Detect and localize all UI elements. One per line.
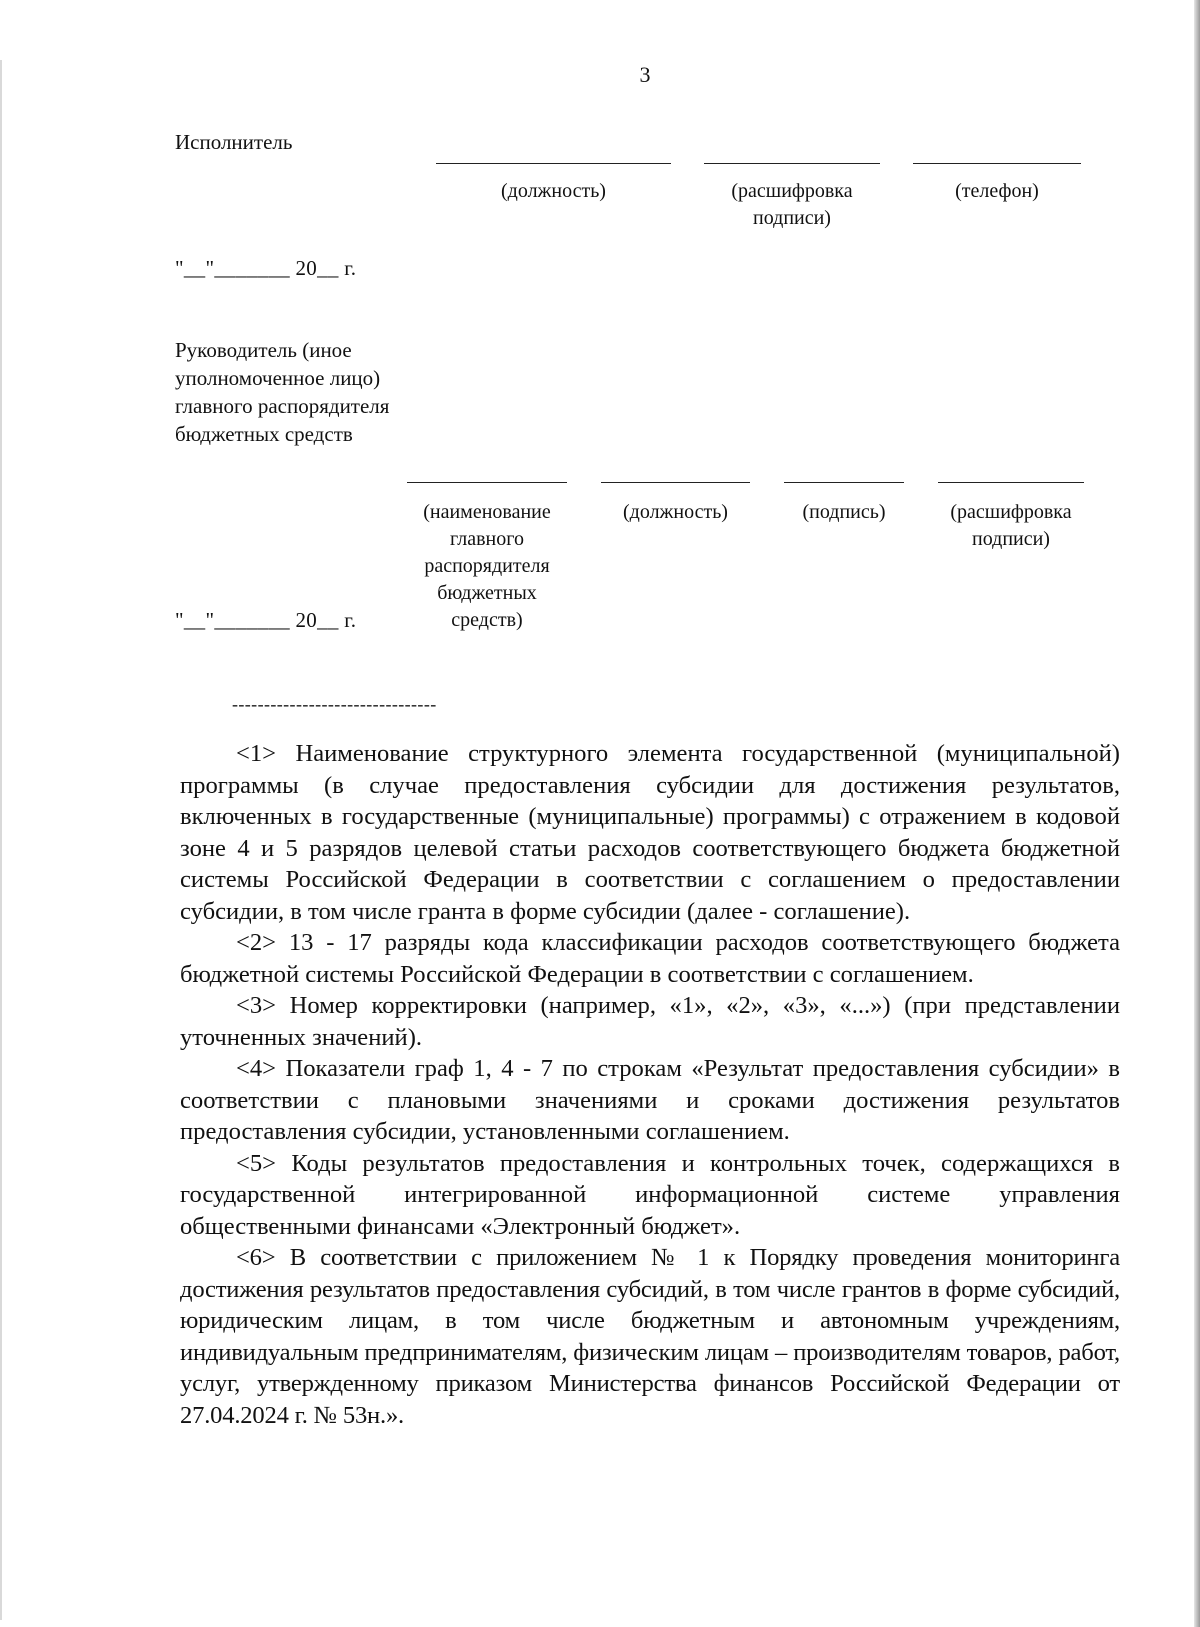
executor-signature-decoding-caption: (расшифровка подписи): [731, 180, 853, 229]
head-signature-decoding-caption: (расшифровка подписи): [950, 501, 1072, 550]
footnote-1: <1> Наименование структурного элемента государственной (муниципальной) программы (в случае предоставления субсидии для достижения результатов, включенных в государственные (муниципальные) программы) с отражением в кодовой зоне 4 и 5 разрядов целевой статьи расходов соответствующего бюджета бюджетной системы Российской Федерации в соответствии с соглашением о предоставлении субсидии, в том числе гранта в форме субсидии (далее - соглашение).: [180, 740, 1120, 925]
executor-date: "__"_______ 20__ г.: [175, 256, 357, 280]
footnote-2: <2> 13 - 17 разряды кода классификации расходов соответствующего бюджета бюджетной системы Российской Федерации в соответствии с соглашением.: [180, 929, 1120, 988]
scan-edge-left: [0, 60, 2, 1620]
head-organization-line: [407, 482, 567, 483]
footnote-4: <4> Показатели граф 1, 4 - 7 по строкам «Результат предоставления субсидии» в соответствии с плановыми значениями и сроками достижения результатов предоставления субсидии, установленными соглашением.: [180, 1055, 1120, 1145]
page-number: 3: [639, 62, 651, 87]
executor-signature-decoding-line: [704, 163, 880, 164]
head-signature-line: [784, 482, 904, 483]
footnotes: [180, 738, 1120, 1431]
head-position-caption: (должность): [623, 501, 728, 523]
scan-edge-right: [1194, 0, 1200, 1627]
footnote-3: <3> Номер корректировки (например, «1», «2», «3», «...») (при представлении уточненных значений).: [180, 992, 1120, 1051]
executor-phone-caption: (телефон): [955, 180, 1039, 202]
footnote-5: <5> Коды результатов предоставления и контрольных точек, содержащихся в государственной интегрированной информационной системе управления общественными финансами «Электронный бюджет».: [180, 1149, 1120, 1240]
executor-label: Исполнитель: [175, 130, 293, 154]
head-position-line: [601, 482, 750, 483]
executor-position-line: [436, 163, 671, 164]
head-label: Руководитель (иное уполномоченное лицо) главного распорядителя бюджетных средств: [175, 338, 390, 446]
head-signature-decoding-line: [938, 482, 1084, 483]
head-signature-caption: (подпись): [802, 501, 886, 523]
footnote-6: <6> В соответствии с приложением № 1 к Порядку проведения мониторинга достижения результатов предоставления субсидий, в том числе грантов в форме субсидий, юридическим лицам, в том числе бюджетным и автономным учреждениям, индивидуальным предпринимателям, физическим лицам – производителям товаров, работ, услуг, утвержденному приказом Министерства финансов Российской Федерации от 27.04.2024 г. № 53н.».: [180, 1244, 1120, 1429]
head-date: "__"_______ 20__ г.: [175, 608, 357, 632]
head-organization-caption: (наименование главного распорядителя бюджетных средств): [423, 501, 551, 631]
footnote-separator: --------------------------------: [232, 694, 437, 714]
executor-position-caption: (должность): [501, 180, 606, 202]
executor-phone-line: [913, 163, 1081, 164]
